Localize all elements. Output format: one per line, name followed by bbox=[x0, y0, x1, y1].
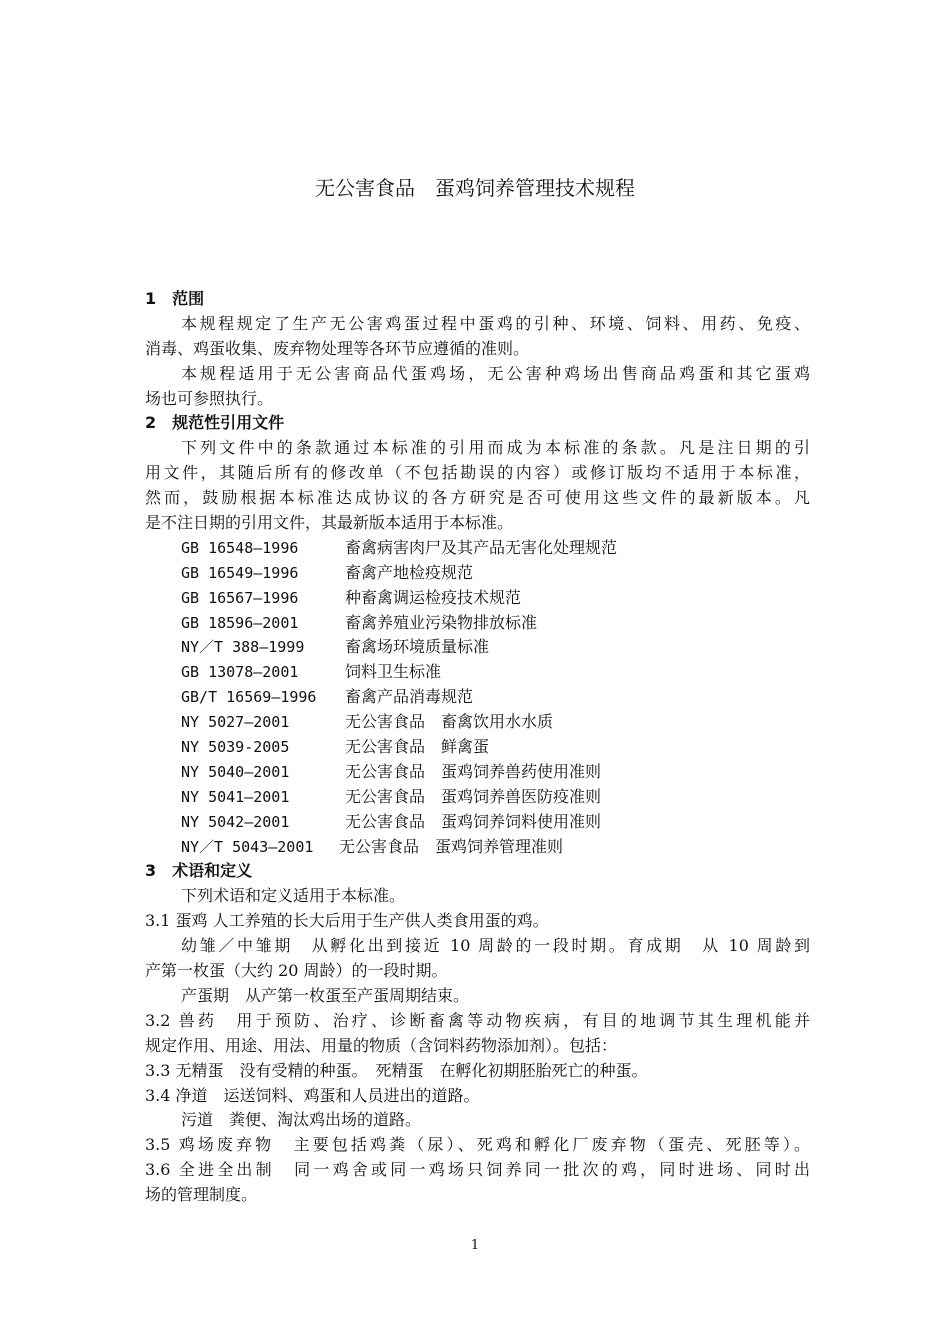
paragraph-line: 然而，鼓励根据本标准达成协议的各方研究是否可使用这些文件的最新版本。凡 bbox=[145, 488, 810, 508]
document-title: 无公害食品 蛋鸡饲养管理技术规程 bbox=[315, 176, 635, 200]
reference-code: GB 16549—1996 bbox=[181, 563, 299, 582]
reference-code: GB 16567—1996 bbox=[181, 588, 299, 607]
reference-title: 无公害食品 蛋鸡饲养兽药使用准则 bbox=[345, 761, 602, 781]
paragraph-line: 3.5 鸡场废弃物 主要包括鸡粪（尿）、死鸡和孵化厂废弃物（蛋壳、死胚等）。 bbox=[145, 1135, 810, 1155]
reference-code: NY 5041—2001 bbox=[181, 787, 290, 806]
paragraph-line: 规定作用、用途、用法、用量的物质（含饲料药物添加剂）。包括： bbox=[145, 1035, 618, 1055]
paragraph-line: 消毒、鸡蛋收集、废弃物处理等各环节应遵循的准则。 bbox=[145, 338, 530, 358]
reference-item bbox=[145, 735, 810, 760]
reference-title: 畜禽养殖业污染物排放标准 bbox=[345, 612, 538, 632]
paragraph-line: 用文件，其随后所有的修改单（不包括勘误的内容）或修订版均不适用于本标准， bbox=[145, 463, 810, 483]
paragraph-line: 产蛋期 从产第一枚蛋至产蛋周期结束。 bbox=[181, 985, 470, 1005]
reference-item bbox=[145, 760, 810, 785]
reference-code: NY 5040—2001 bbox=[181, 762, 290, 781]
section-heading-references: 2 规范性引用文件 bbox=[145, 413, 285, 433]
paragraph-line: 3.4 净道 运送饲料、鸡蛋和人员进出的道路。 bbox=[145, 1085, 480, 1105]
paragraph-line: 3.3 无精蛋 没有受精的种蛋。 死精蛋 在孵化初期胚胎死亡的种蛋。 bbox=[145, 1060, 648, 1080]
section-heading-terms: 3 术语和定义 bbox=[145, 861, 253, 881]
reference-code: NY 5039-2005 bbox=[181, 738, 290, 757]
section-heading-scope: 1 范围 bbox=[145, 289, 205, 308]
reference-title: 无公害食品 畜禽饮用水水质 bbox=[345, 712, 554, 732]
reference-title: 饲料卫生标准 bbox=[345, 662, 442, 682]
reference-code: NY 5042—2001 bbox=[181, 812, 290, 831]
paragraph-line: 本规程规定了生产无公害鸡蛋过程中蛋鸡的引种、环境、饲料、用药、免疫、 bbox=[181, 313, 810, 333]
reference-item bbox=[145, 660, 810, 685]
reference-item bbox=[145, 835, 810, 860]
reference-title: 畜禽产品消毒规范 bbox=[345, 687, 474, 707]
paragraph-line: 是不注日期的引用文件，其最新版本适用于本标准。 bbox=[145, 513, 514, 533]
paragraph-line: 场的管理制度。 bbox=[145, 1185, 258, 1205]
reference-item bbox=[145, 536, 810, 561]
paragraph-line: 下列术语和定义适用于本标准。 bbox=[181, 886, 406, 906]
reference-item bbox=[145, 586, 810, 611]
reference-item bbox=[145, 685, 810, 710]
reference-title: 无公害食品 蛋鸡饲养管理准则 bbox=[339, 836, 564, 856]
reference-title: 畜禽场环境质量标准 bbox=[345, 637, 490, 657]
paragraph-line: 幼雏／中雏期 从孵化出到接近 10 周龄的一段时期。育成期 从 10 周龄到 bbox=[181, 936, 810, 956]
reference-title: 无公害食品 蛋鸡饲养兽医防疫准则 bbox=[345, 786, 602, 806]
paragraph-line: 污道 粪便、淘汰鸡出场的道路。 bbox=[181, 1110, 422, 1130]
reference-title: 种畜禽调运检疫技术规范 bbox=[345, 587, 522, 607]
reference-code: GB 13078—2001 bbox=[181, 663, 299, 682]
reference-item bbox=[145, 810, 810, 835]
paragraph-line: 场也可参照执行。 bbox=[145, 388, 274, 408]
paragraph-line: 本规程适用于无公害商品代蛋鸡场，无公害种鸡场出售商品鸡蛋和其它蛋鸡 bbox=[181, 363, 810, 383]
paragraph-line: 3.1 蛋鸡 人工养殖的长大后用于生产供人类食用蛋的鸡。 bbox=[145, 911, 549, 931]
page-number: 1 bbox=[470, 1238, 480, 1253]
reference-title: 畜禽产地检疫规范 bbox=[345, 562, 474, 582]
reference-title: 畜禽病害肉尸及其产品无害化处理规范 bbox=[345, 537, 618, 557]
reference-code: GB 16548—1996 bbox=[181, 538, 299, 557]
reference-code: NY 5027—2001 bbox=[181, 713, 290, 732]
reference-code: NY／T 388—1999 bbox=[181, 638, 305, 657]
reference-item bbox=[145, 561, 810, 586]
reference-item bbox=[145, 785, 810, 810]
reference-code: GB 18596—2001 bbox=[181, 613, 299, 632]
paragraph-line: 下列文件中的条款通过本标准的引用而成为本标准的条款。凡是注日期的引 bbox=[181, 438, 810, 458]
document-body bbox=[145, 287, 810, 1208]
reference-title: 无公害食品 蛋鸡饲养饲料使用准则 bbox=[345, 811, 602, 831]
reference-item bbox=[145, 710, 810, 735]
reference-code: GB/T 16569—1996 bbox=[181, 688, 317, 707]
paragraph-line: 3.6 全进全出制 同一鸡舍或同一鸡场只饲养同一批次的鸡，同时进场、同时出 bbox=[145, 1160, 810, 1180]
reference-item bbox=[145, 611, 810, 636]
reference-item bbox=[145, 635, 810, 660]
paragraph-line: 产第一枚蛋（大约 20 周龄）的一段时期。 bbox=[145, 961, 448, 981]
reference-code: NY／T 5043—2001 bbox=[181, 837, 314, 856]
paragraph-line: 3.2 兽药 用于预防、治疗、诊断畜禽等动物疾病，有目的地调节其生理机能并 bbox=[145, 1010, 810, 1030]
reference-title: 无公害食品 鲜禽蛋 bbox=[345, 737, 490, 757]
